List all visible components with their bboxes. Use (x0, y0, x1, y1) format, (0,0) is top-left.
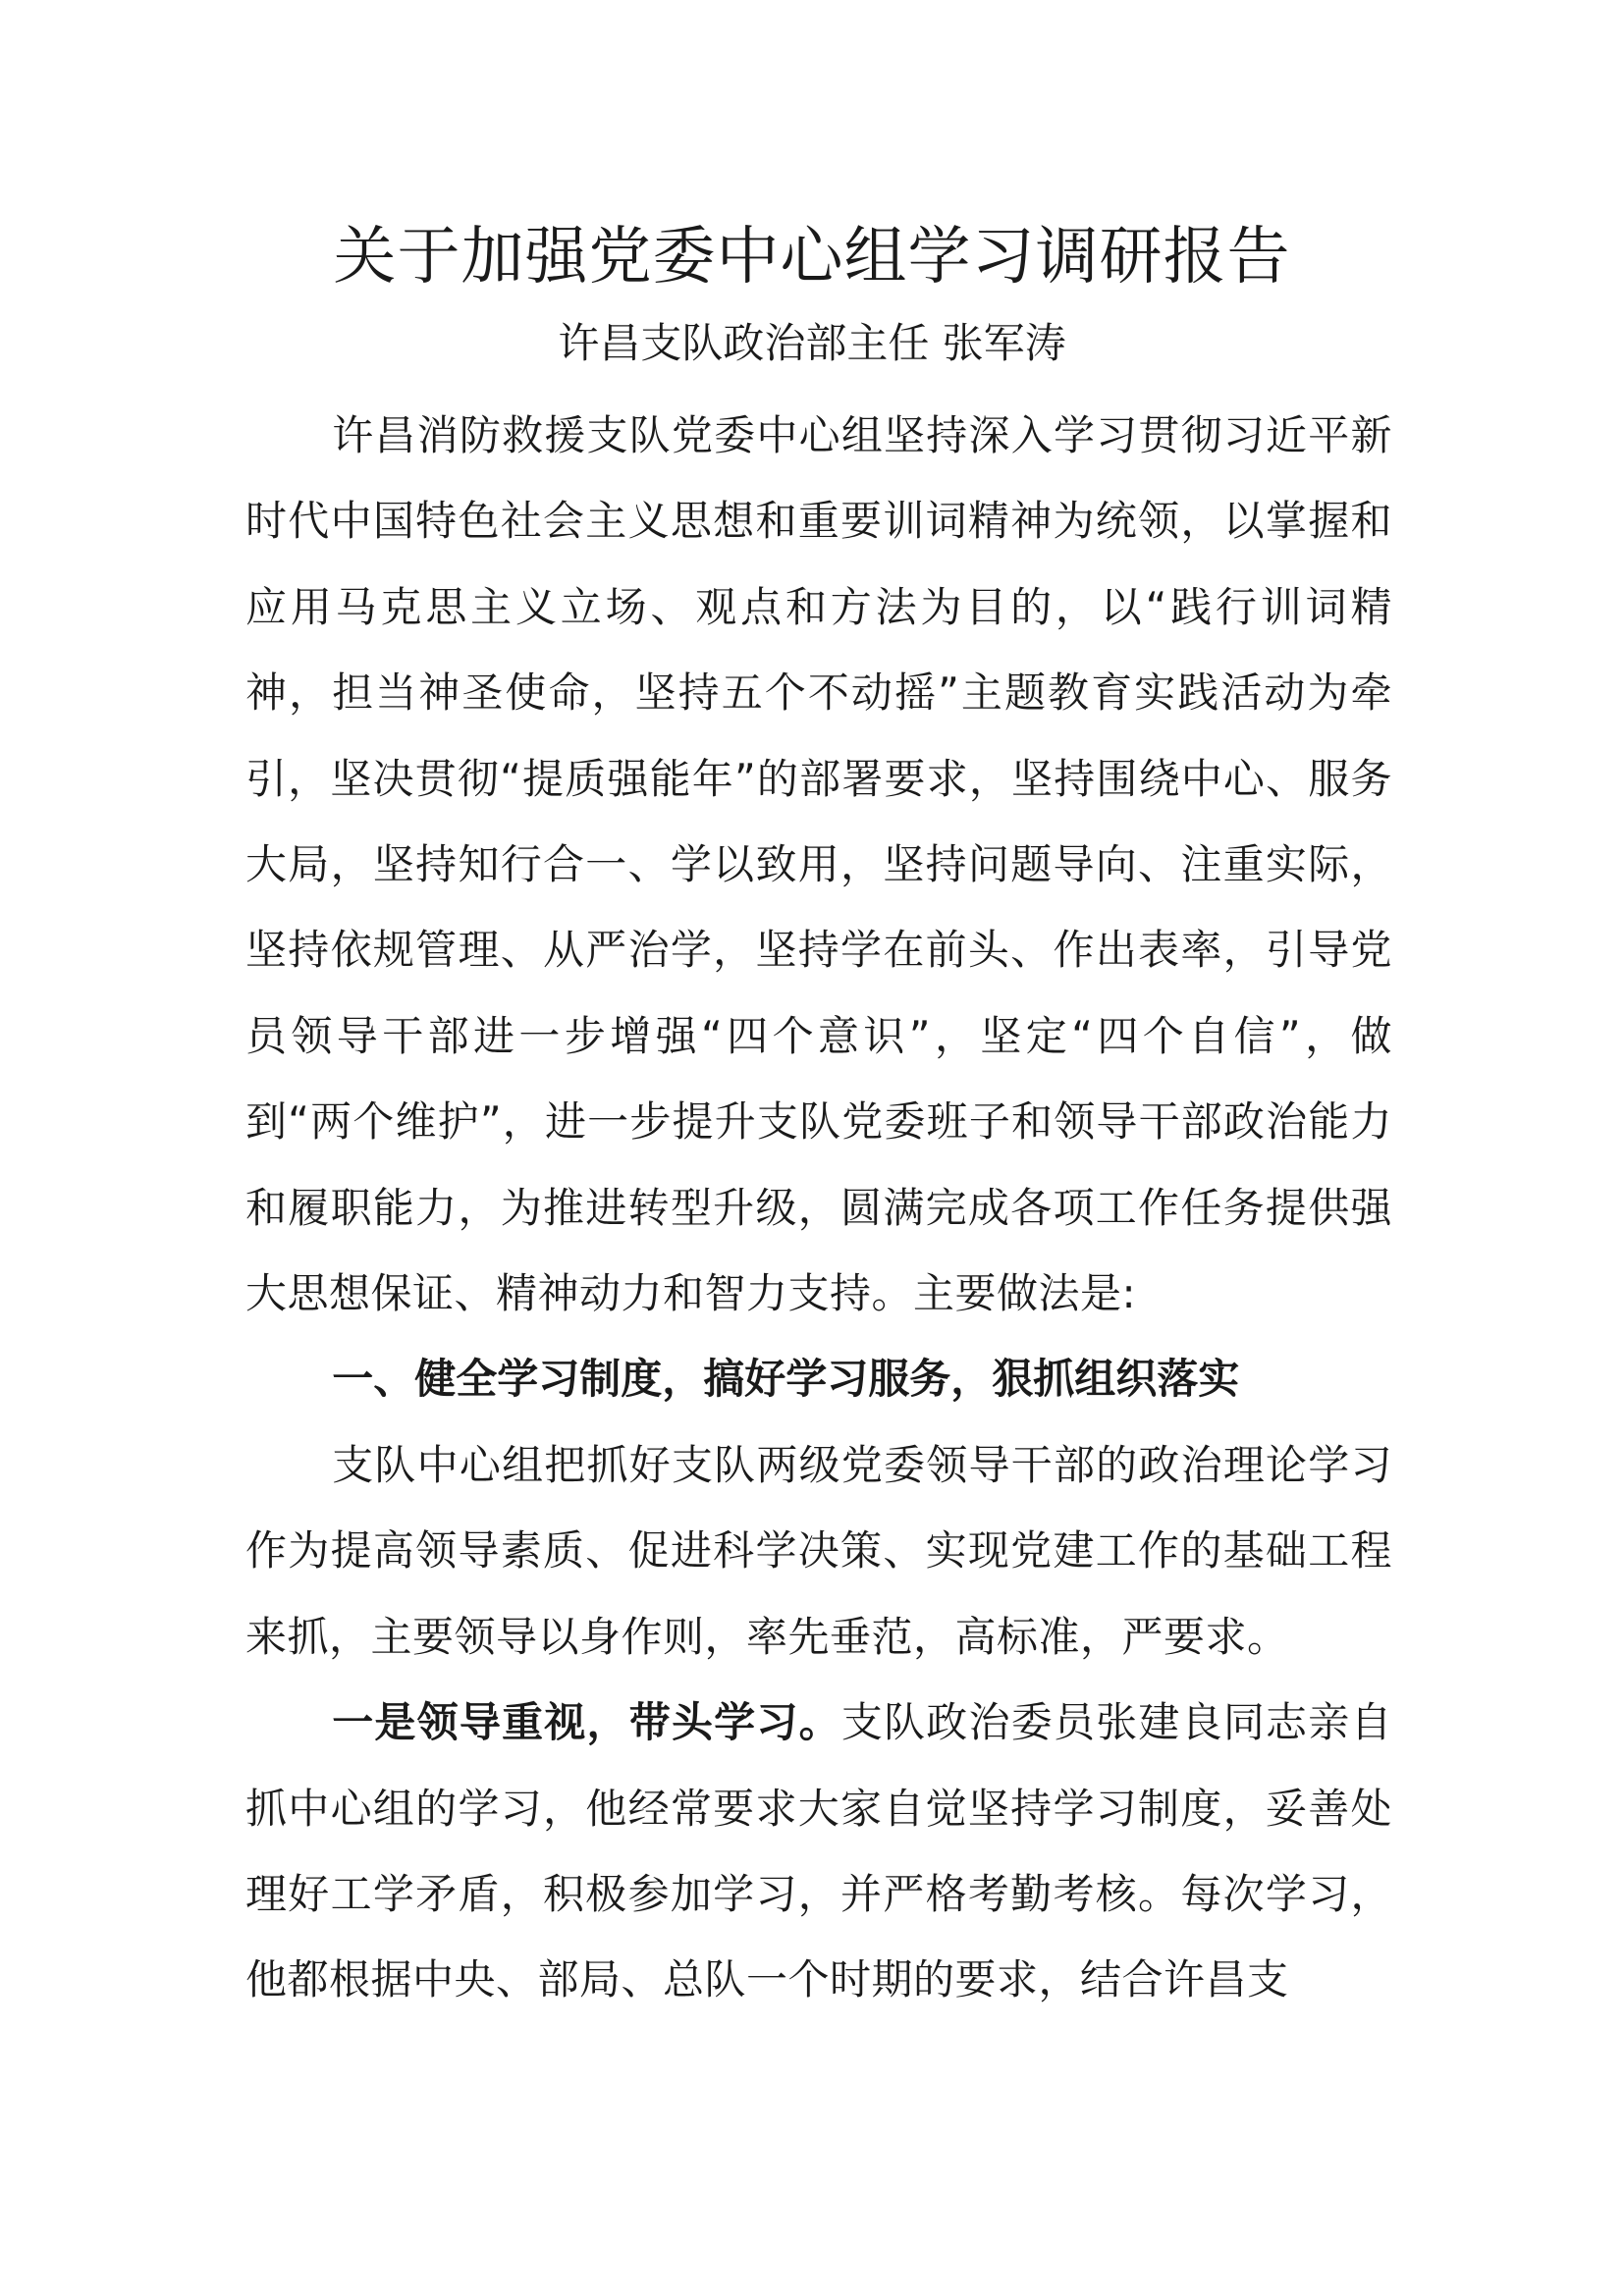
point-1-lead: 一是领导重视，带头学习。 (332, 1698, 841, 1747)
point-1-paragraph (245, 1680, 1392, 2023)
document-byline: 许昌支队政治部主任 张军涛 (558, 319, 1066, 367)
intro-paragraph: 许昌消防救援支队党委中心组坚持深入学习贯彻习近平新时代中国特色社会主义思想和重要训词精神为统领，以掌握和应用马克思主义立场、观点和方法为目的，以“践行训词精神，担当神圣使命，坚持五个不动摇”主题教育实践活动为牵引，坚决贯彻“提质强能年”的部署要求，坚持围绕中心、服务大局，坚持知行合一、学以致用，坚持问题导向、注重实际，坚持依规管理、从严治学，坚持学在前头、作出表率，引导党员领导干部进一步增强“四个意识”，坚定“四个自信”，做到“两个维护”，进一步提升支队党委班子和领导干部政治能力和履职能力，为推进转型升级，圆满完成各项工作任务提供强大思想保证、精神动力和智力支持。主要做法是: (245, 411, 1392, 1318)
document-body (245, 393, 1392, 2023)
point-1-text: 支队政治委员张建良同志亲自抓中心组的学习，他经常要求大家自觉坚持学习制度，妥善处理好工学矛盾，积极参加学习，并严格考勤考核。每次学习，他都根据中央、部局、总队一个时期的要求，结合许昌支 (245, 1698, 1392, 2004)
document-title: 关于加强党委中心组学习调研报告 (333, 221, 1291, 294)
section-heading-1: 一、健全学习制度，搞好学习服务，狠抓组织落实 (332, 1355, 1240, 1404)
section-1-paragraph: 支队中心组把抓好支队两级党委领导干部的政治理论学习作为提高领导素质、促进科学决策、实现党建工作的基础工程来抓，主要领导以身作则，率先垂范，高标准，严要求。 (245, 1440, 1392, 1661)
